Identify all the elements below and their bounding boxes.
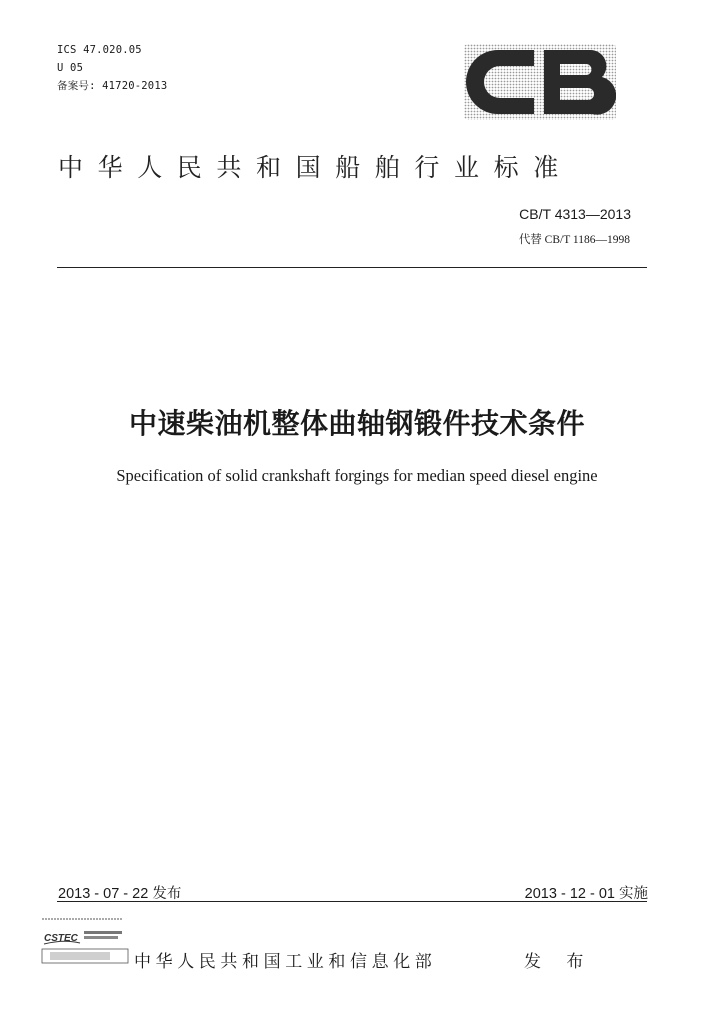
ics-code: ICS 47.020.05 xyxy=(57,44,142,56)
title-english: Specification of solid crankshaft forgings for median speed diesel engine xyxy=(116,466,598,485)
standard-category: 中华人民共和国船舶行业标准 xyxy=(58,153,573,182)
header-divider xyxy=(57,267,647,268)
replaces-standard: 代替 CB/T 1186—1998 xyxy=(518,234,630,246)
footer-divider xyxy=(57,901,647,902)
cb-logo xyxy=(464,44,616,120)
document-meta xyxy=(57,41,167,95)
title-chinese: 中速柴油机整体曲轴钢锻件技术条件 xyxy=(128,407,585,440)
issue-date: 2013 - 07 - 22 发布 xyxy=(58,886,182,902)
publish-label: 发 布 xyxy=(524,952,594,972)
class-code: U 05 xyxy=(57,62,84,74)
issuing-ministry: 中华人民共和国工业和信息化部 xyxy=(134,952,437,972)
record-number: 备案号: 41720-2013 xyxy=(57,80,168,92)
effective-date: 2013 - 12 - 01 实施 xyxy=(524,886,648,902)
cstec-stamp-image xyxy=(40,913,140,969)
svg-text:CSTEC: CSTEC xyxy=(44,933,78,944)
standard-number: CB/T 4313—2013 xyxy=(519,206,631,222)
